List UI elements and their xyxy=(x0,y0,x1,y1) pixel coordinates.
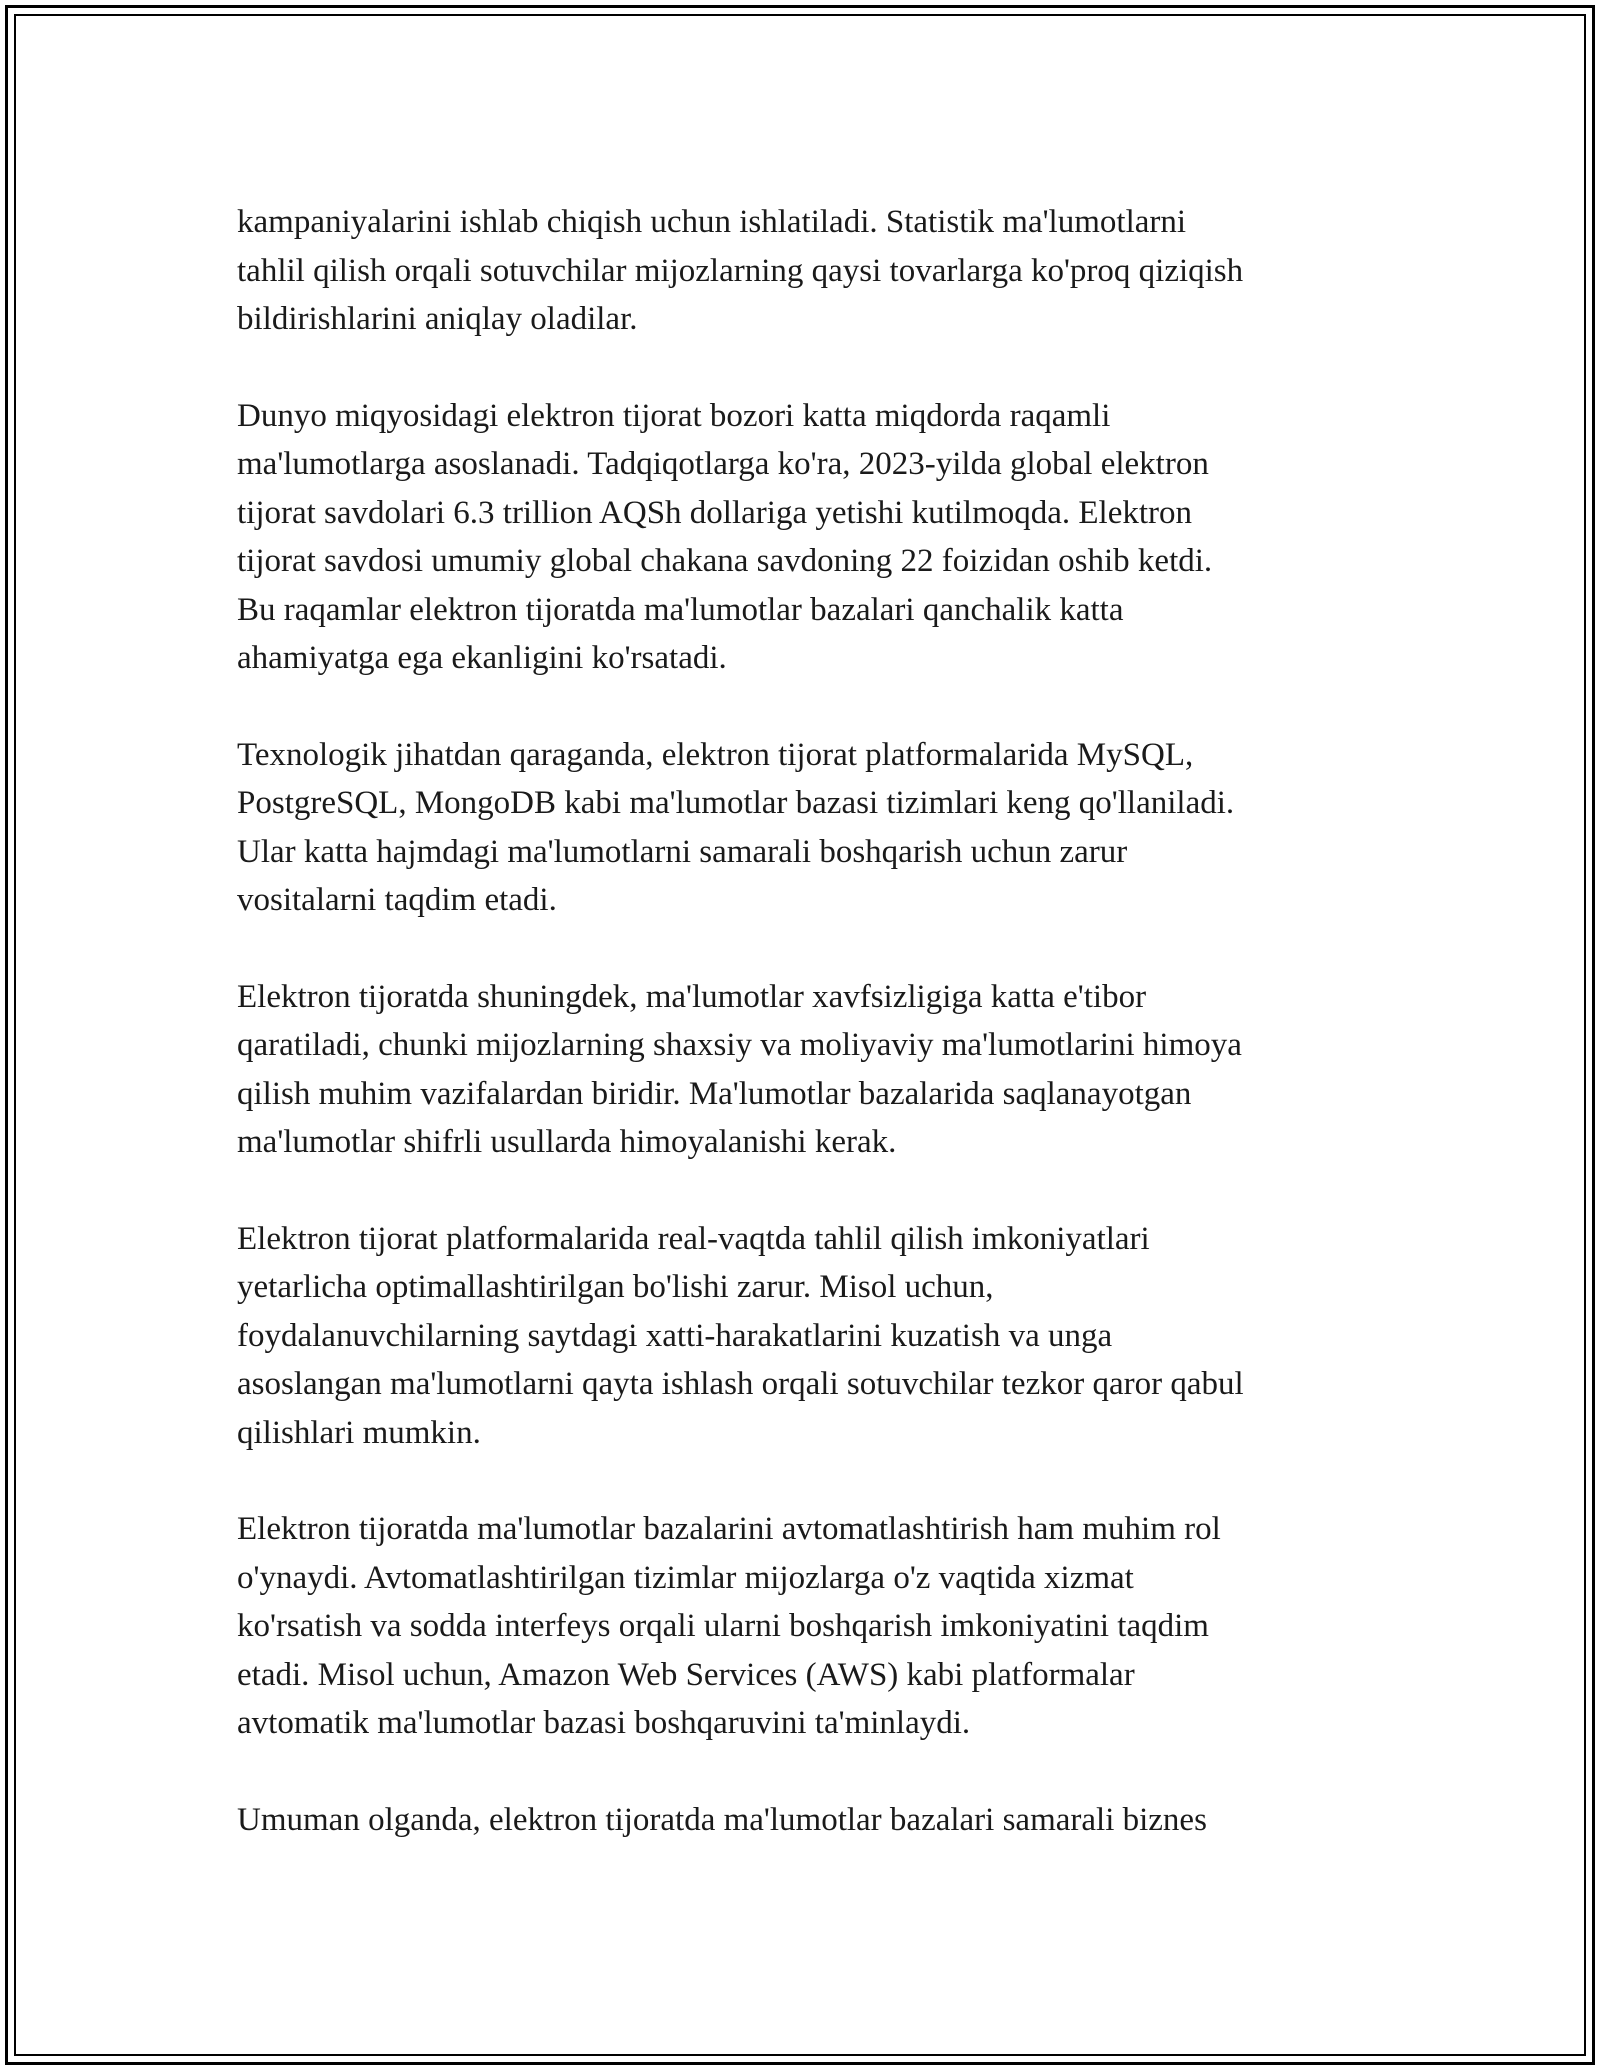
paragraph: Elektron tijoratda shuningdek, ma'lumotlar xavfsizligiga katta e'tibor qaratiladi, chunki mijozlarning shaxsiy va moliyaviy ma'lumotlarini himoya qilish muhim vazifalardan biridir. Ma'lumotlar bazalarida saqlanayotgan ma'lumotlar shifrli usullarda himoyalanishi kerak. xyxy=(237,978,1242,1160)
paragraph: Elektron tijoratda ma'lumotlar bazalarini avtomatlashtirish ham muhim rol o'ynaydi. Avtomatlashtirilgan tizimlar mijozlarga o'z vaqtida xizmat ko'rsatish va sodda interfeys orqali ularni boshqarish imkoniyatini taqdim etadi. Misol uchun, Amazon Web Services (AWS) kabi platformalar avtomatik ma'lumotlar bazasi boshqaruvini ta'minlaydi. xyxy=(237,1511,1221,1741)
paragraph: Umuman olganda, elektron tijoratda ma'lumotlar bazalari samarali biznes xyxy=(237,1801,1207,1838)
paragraph: Elektron tijorat platformalarida real-vaqtda tahlil qilish imkoniyatlari yetarlicha optimallashtirilgan bo'lishi zarur. Misol uchun, foydalanuvchilarning saytdagi xatti-harakatlarini kuzatish va unga asoslangan ma'lumotlarni qayta ishlash orqali sotuvchilar tezkor qaror qabul qilishlari mumkin. xyxy=(237,1220,1244,1451)
paragraph: Dunyo miqyosidagi elektron tijorat bozori katta miqdorda raqamli ma'lumotlarga asoslanadi. Tadqiqotlarga ko'ra, 2023-yilda global elektron tijorat savdolari 6.3 trillion AQSh dollariga yetishi kutilmoqda. Elektron tijorat savdosi umumiy global chakana savdoning 22 foizidan oshib ketdi. Bu raqamlar elektron tijoratda ma'lumotlar bazalari qanchalik katta ahamiyatga ega ekanligini ko'rsatadi. xyxy=(237,397,1213,676)
paragraph: Texnologik jihatdan qaraganda, elektron tijorat platformalarida MySQL, PostgreSQL, MongoDB kabi ma'lumotlar bazasi tizimlari keng qo'llaniladi. Ular katta hajmdagi ma'lumotlarni samarali boshqarish uchun zarur vositalarni taqdim etadi. xyxy=(237,736,1235,918)
document-body xyxy=(237,198,1377,1892)
paragraph: kampaniyalarini ishlab chiqish uchun ishlatiladi. Statistik ma'lumotlarni tahlil qilish orqali sotuvchilar mijozlarning qaysi tovarlarga ko'proq qiziqish bildirishlarini aniqlay oladilar. xyxy=(237,204,1244,337)
page-frame xyxy=(5,5,1595,2065)
